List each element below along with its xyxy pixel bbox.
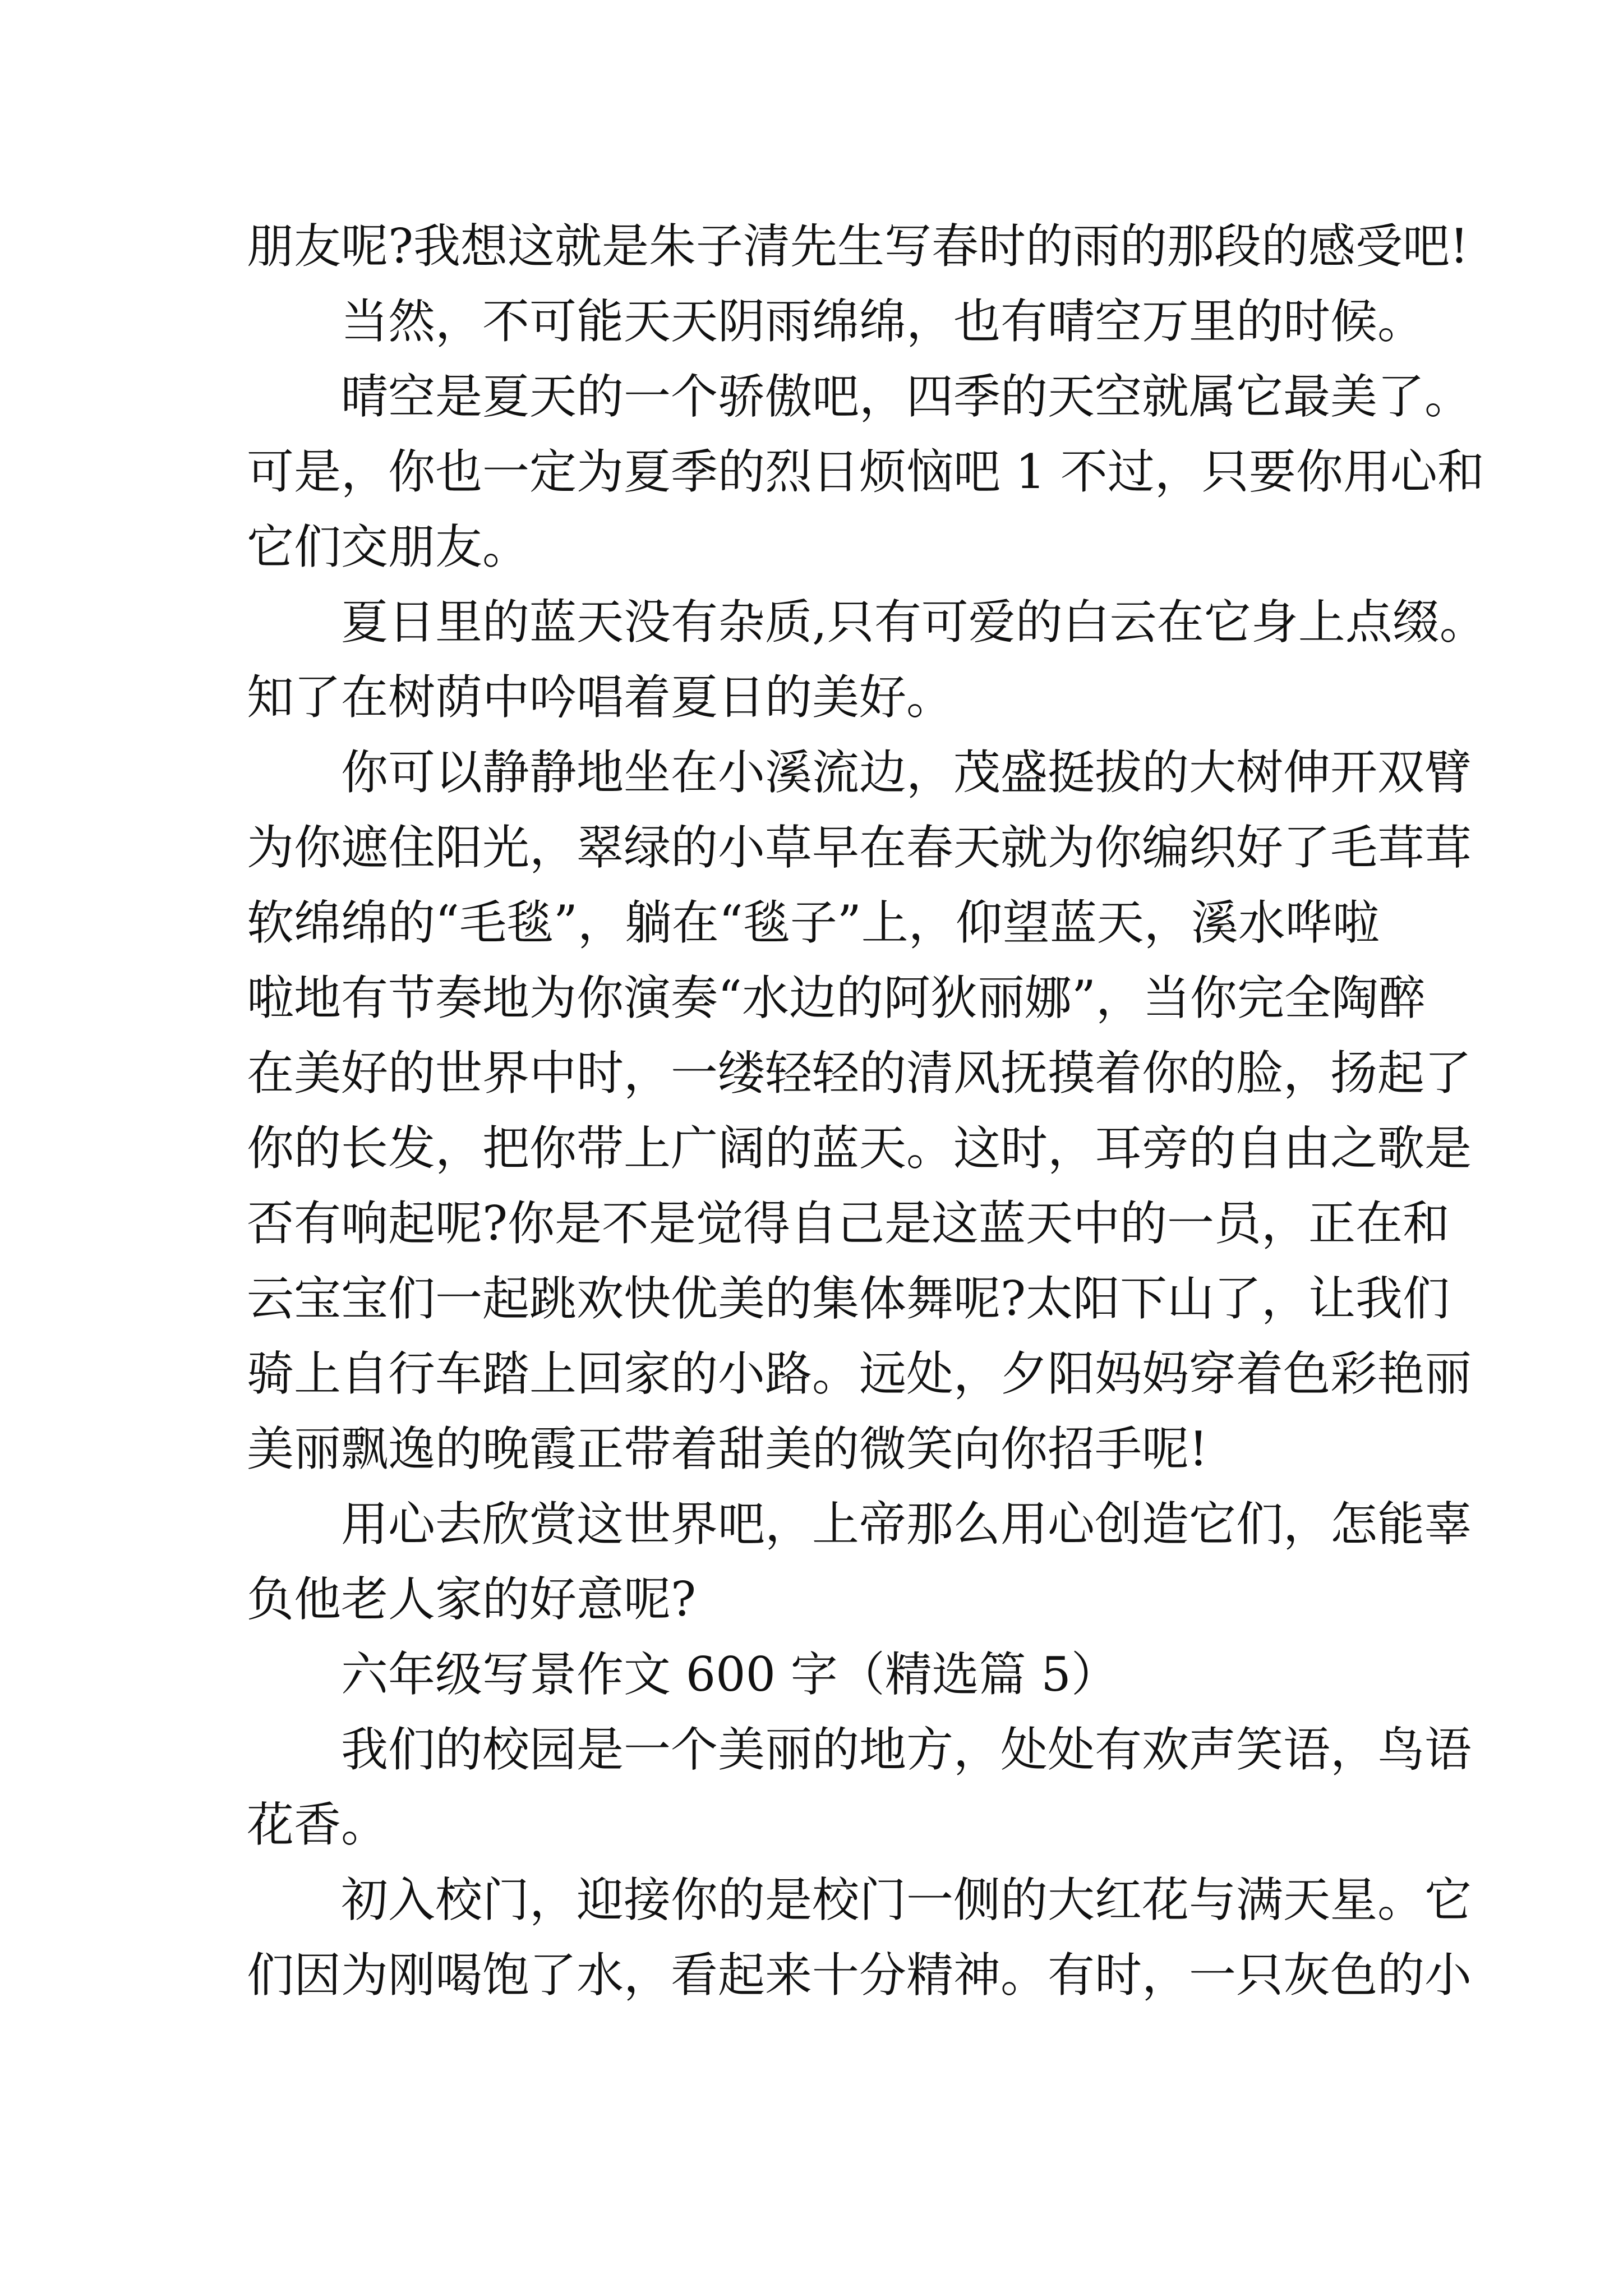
text-line: 你的长发，把你带上广阔的蓝天。这时，耳旁的自由之歌是 [247, 1121, 1472, 1176]
body-text [247, 209, 1487, 2013]
text-line: 在美好的世界中时，一缕轻轻的清风抚摸着你的脸，扬起了 [247, 1046, 1472, 1101]
text-line: 用心去欣赏这世界吧，上帝那么用心创造它们，怎能辜 [341, 1497, 1472, 1552]
text-line: 啦地有节奏地为你演奏“水边的阿狄丽娜”，当你完全陶醉 [247, 970, 1426, 1025]
text-line: 它们交朋友。 [247, 519, 530, 574]
text-line: 美丽飘逸的晚霞正带着甜美的微笑向你招手呢! [247, 1421, 1208, 1476]
text-line: 初入校门，迎接你的是校门一侧的大红花与满天星。它 [341, 1872, 1472, 1927]
text-line: 软绵绵的“毛毯”，躺在“毯子”上，仰望蓝天，溪水哗啦 [247, 895, 1380, 950]
text-line: 为你遮住阳光，翠绿的小草早在春天就为你编织好了毛茸茸 [247, 820, 1472, 875]
text-line: 你可以静静地坐在小溪流边，茂盛挺拔的大树伸开双臂 [341, 745, 1472, 800]
text-line: 花香。 [247, 1797, 389, 1852]
text-line: 晴空是夏天的一个骄傲吧，四季的天空就属它最美了。 [341, 369, 1472, 424]
text-line: 知了在树荫中吟唱着夏日的美好。 [247, 670, 954, 725]
text-line: 夏日里的蓝天没有杂质,只有可爱的白云在它身上点缀。 [341, 595, 1487, 650]
text-line: 云宝宝们一起跳欢快优美的集体舞呢?太阳下山了，让我们 [247, 1271, 1450, 1326]
text-line: 我们的校园是一个美丽的地方，处处有欢声笑语，鸟语 [341, 1722, 1472, 1777]
text-line: 朋友呢?我想这就是朱子清先生写春时的雨的那段的感受吧! [247, 219, 1469, 274]
text-line: 骑上自行车踏上回家的小路。远处，夕阳妈妈穿着色彩艳丽 [247, 1346, 1472, 1401]
text-line: 可是，你也一定为夏季的烈日烦恼吧 1 不过，只要你用心和 [247, 444, 1484, 499]
text-line: 们因为刚喝饱了水，看起来十分精神。有时，一只灰色的小 [247, 1948, 1472, 2003]
section-heading: 六年级写景作文 600 字（精选篇 5） [341, 1647, 1118, 1702]
text-line: 当然，不可能天天阴雨绵绵，也有晴空万里的时候。 [341, 294, 1425, 349]
text-line: 否有响起呢?你是不是觉得自己是这蓝天中的一员，正在和 [247, 1196, 1450, 1251]
text-line: 负他老人家的好意呢? [247, 1572, 697, 1627]
